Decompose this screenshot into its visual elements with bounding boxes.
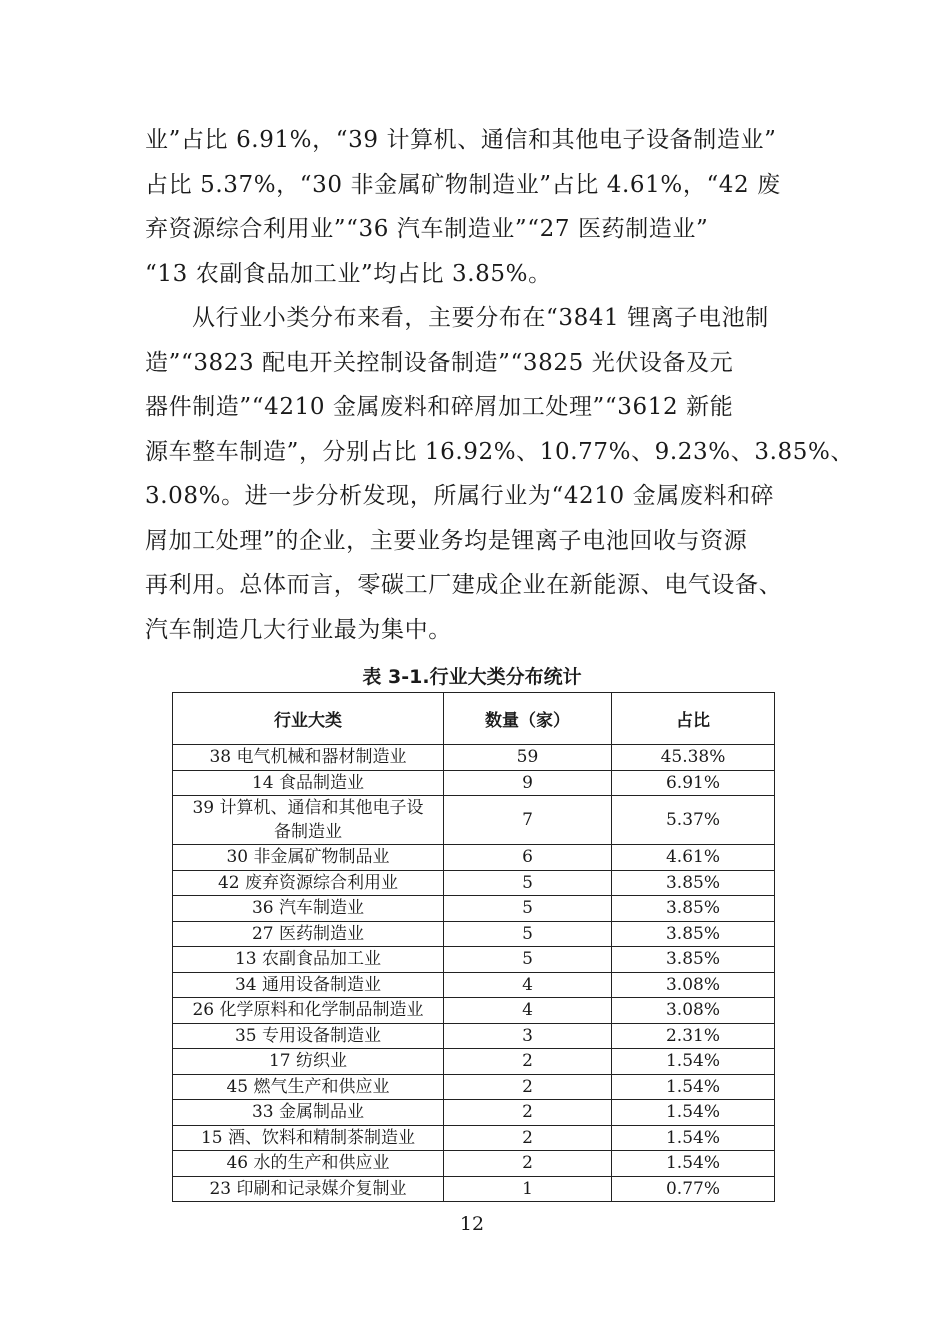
cell-share: 45.38% xyxy=(612,745,775,771)
table-row xyxy=(173,870,775,896)
text-line: 汽车制造几大行业最为集中。 xyxy=(145,616,452,643)
cell-count: 59 xyxy=(444,745,612,771)
cell-share: 3.85% xyxy=(612,947,775,973)
table-row xyxy=(173,770,775,796)
table-row xyxy=(173,1151,775,1177)
cell-industry: 46 水的生产和供应业 xyxy=(173,1151,444,1177)
cell-share: 3.08% xyxy=(612,972,775,998)
cell-industry: 42 废弃资源综合利用业 xyxy=(173,870,444,896)
table-row xyxy=(173,745,775,771)
cell-share: 1.54% xyxy=(612,1151,775,1177)
cell-industry: 34 通用设备制造业 xyxy=(173,972,444,998)
cell-share: 4.61% xyxy=(612,845,775,871)
cell-industry: 17 纺织业 xyxy=(173,1049,444,1075)
text-line: 3.08%。进一步分析发现，所属行业为“4210 金属废料和碎 xyxy=(145,483,775,509)
cell-industry: 30 非金属矿物制品业 xyxy=(173,845,444,871)
text-line: 占比 5.37%，“30 非金属矿物制造业”占比 4.61%，“42 废 xyxy=(145,171,781,198)
cell-count: 2 xyxy=(444,1074,612,1100)
cell-count: 1 xyxy=(444,1176,612,1202)
cell-industry: 15 酒、饮料和精制茶制造业 xyxy=(173,1125,444,1151)
cell-industry: 27 医药制造业 xyxy=(173,921,444,947)
cell-count: 5 xyxy=(444,947,612,973)
table-row xyxy=(173,1074,775,1100)
header-count: 数量（家） xyxy=(444,693,612,745)
cell-share: 1.54% xyxy=(612,1125,775,1151)
cell-industry-line: 39 计算机、通信和其他电子设 xyxy=(192,798,424,818)
cell-count: 5 xyxy=(444,870,612,896)
text-line: 造”“3823 配电开关控制设备制造”“3825 光伏设备及元 xyxy=(145,349,734,376)
header-industry: 行业大类 xyxy=(173,693,444,745)
cell-industry-line: 备制造业 xyxy=(274,822,342,842)
page-number: 12 xyxy=(459,1213,485,1235)
cell-industry: 45 燃气生产和供应业 xyxy=(173,1074,444,1100)
text-line: 屑加工处理”的企业，主要业务均是锂离子电池回收与资源 xyxy=(145,527,748,554)
cell-industry: 38 电气机械和器材制造业 xyxy=(173,745,444,771)
cell-industry: 14 食品制造业 xyxy=(173,770,444,796)
industry-distribution-table xyxy=(172,692,775,1202)
cell-industry xyxy=(173,796,444,845)
cell-share: 6.91% xyxy=(612,770,775,796)
table-caption: 表 3-1.行业大类分布统计 xyxy=(362,666,582,688)
table-row xyxy=(173,896,775,922)
cell-count: 2 xyxy=(444,1100,612,1126)
text-line: 从行业小类分布来看，主要分布在“3841 锂离子电池制 xyxy=(192,305,769,331)
cell-count: 3 xyxy=(444,1023,612,1049)
cell-industry: 36 汽车制造业 xyxy=(173,896,444,922)
cell-count: 2 xyxy=(444,1151,612,1177)
table-row xyxy=(173,1023,775,1049)
cell-share: 3.85% xyxy=(612,921,775,947)
cell-share: 3.08% xyxy=(612,998,775,1024)
table-row xyxy=(173,998,775,1024)
cell-industry: 33 金属制品业 xyxy=(173,1100,444,1126)
cell-share: 0.77% xyxy=(612,1176,775,1202)
text-line: “13 农副食品加工业”均占比 3.85%。 xyxy=(145,260,552,287)
cell-count: 7 xyxy=(444,796,612,845)
table-header-row xyxy=(173,693,775,745)
cell-share: 2.31% xyxy=(612,1023,775,1049)
text-line: 源车整车制造”，分别占比 16.92%、10.77%、9.23%、3.85%、 xyxy=(145,438,854,465)
cell-share: 5.37% xyxy=(612,796,775,845)
paragraph-subcategory-distribution xyxy=(145,296,854,652)
text-line: 器件制造”“4210 金属废料和碎屑加工处理”“3612 新能 xyxy=(145,394,734,420)
table-row xyxy=(173,1125,775,1151)
table-row xyxy=(173,796,775,845)
cell-count: 4 xyxy=(444,972,612,998)
paragraph-industry-shares xyxy=(145,118,805,296)
cell-count: 6 xyxy=(444,845,612,871)
cell-share: 3.85% xyxy=(612,870,775,896)
cell-count: 9 xyxy=(444,770,612,796)
cell-count: 2 xyxy=(444,1049,612,1075)
table-row xyxy=(173,921,775,947)
table-row xyxy=(173,972,775,998)
table-row xyxy=(173,1100,775,1126)
cell-share: 1.54% xyxy=(612,1100,775,1126)
cell-count: 4 xyxy=(444,998,612,1024)
cell-industry: 23 印刷和记录媒介复制业 xyxy=(173,1176,444,1202)
cell-share: 1.54% xyxy=(612,1049,775,1075)
table-row xyxy=(173,947,775,973)
cell-count: 5 xyxy=(444,896,612,922)
cell-share: 3.85% xyxy=(612,896,775,922)
cell-industry: 35 专用设备制造业 xyxy=(173,1023,444,1049)
text-line: 再利用。总体而言，零碳工厂建成企业在新能源、电气设备、 xyxy=(145,572,783,598)
table-row xyxy=(173,1176,775,1202)
text-line: 业”占比 6.91%，“39 计算机、通信和其他电子设备制造业” xyxy=(145,127,777,153)
table-row xyxy=(173,845,775,871)
cell-industry: 26 化学原料和化学制品制造业 xyxy=(173,998,444,1024)
cell-count: 5 xyxy=(444,921,612,947)
text-line: 弃资源综合利用业”“36 汽车制造业”“27 医药制造业” xyxy=(145,216,709,242)
cell-share: 1.54% xyxy=(612,1074,775,1100)
header-share: 占比 xyxy=(612,693,775,745)
cell-industry: 13 农副食品加工业 xyxy=(173,947,444,973)
cell-count: 2 xyxy=(444,1125,612,1151)
table-row xyxy=(173,1049,775,1075)
